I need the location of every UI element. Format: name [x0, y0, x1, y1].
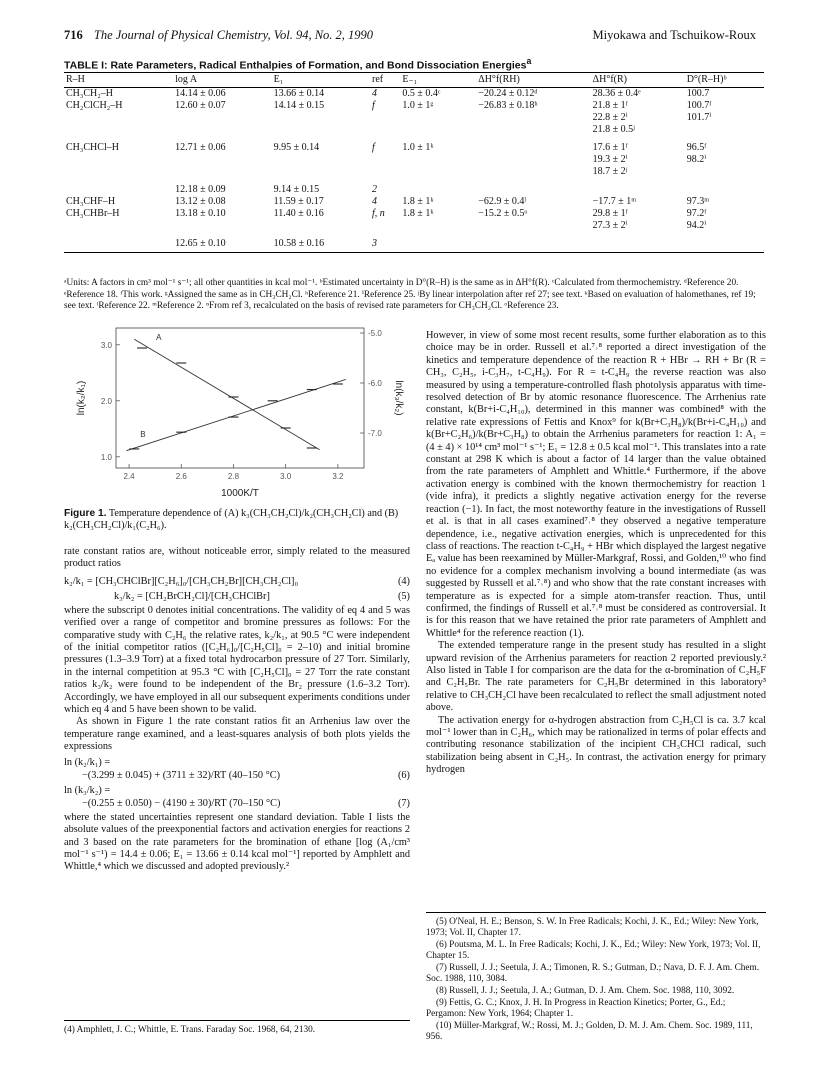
- equation-7: ln (k₃/k₂) = −(0.255 ± 0.050) − (4190 ± 30)/RT (70–150 °C) (7): [64, 784, 410, 809]
- plot-frame: [116, 328, 364, 468]
- footnote-4: (4) Amphlett, J. C.; Whittle, E. Trans. Faraday Soc. 1968, 64, 2130.: [64, 1020, 410, 1036]
- left-axis-label: ln(k₂/k₁): [76, 380, 87, 416]
- page-number: 716: [64, 28, 83, 42]
- table-cell: 12.65 ± 0.10: [173, 238, 271, 253]
- x-axis-label: 1000K/T: [221, 488, 259, 499]
- right-tick-label: -6.0: [368, 379, 382, 388]
- table-cell: 1.0 ± 1ᵏ: [402, 142, 434, 153]
- x-tick-label: 3.2: [332, 472, 344, 481]
- table-cell: 14.14 ± 0.06 12.60 ± 0.07: [175, 88, 226, 111]
- right-tick-label: -7.0: [368, 429, 382, 438]
- table-cell: 3: [370, 238, 400, 253]
- series-label-A: A: [156, 333, 162, 342]
- table-column-header: D°(R–H)ᵇ: [685, 73, 764, 88]
- authors: Miyokawa and Tschuikow-Roux: [592, 28, 756, 42]
- rate-table: [64, 72, 764, 253]
- figure-1-plot: [64, 322, 410, 500]
- paragraph: where the subscript 0 denotes initial concentrations. The validity of eq 4 and 5 was verified over a range of competitor and bromine pressures as follows: For the comparative study with C₂H₆ the relative rates, k₂/k₁, at 90.5 °C were independent of the initial competitor ratios ([C₂H₆]₀/[C₂H₅Cl]₀ = 2–10) and initial bromine pressures (1.3–3.9 Torr) at a fixed total hydrocarbon pressure of 27 Torr. Similarly, in the internal competition at 95.3 °C with [C₂H₅Cl]₀ = 27 Torr the rate constant ratios k₃/k₂ were found to be independent of the Br₂ pressure (1.6–3.2 Torr). Accordingly, we have employed in all our subsequent experiments conditions under which eq 4 and 5 have been shown to be valid.: [64, 604, 410, 716]
- paragraph: The activation energy for α-hydrogen abstraction from C₂H₅Cl is ca. 3.7 kcal mol⁻¹ lower than in C₂H₆, which may be rationalized in terms of polar effects and contributing resonance stabilization of the incipient CH₃CHCl radical, such stabilization being absent in C₂H₅. In contrast, the activation energy for primary hydrogen: [426, 714, 766, 776]
- fit-line-A: [134, 339, 319, 449]
- table-cell: CH₃CHCl–H: [66, 142, 119, 153]
- table-cell: 1.8 ± 1ᵏ 1.8 ± 1ᵏ: [402, 196, 434, 219]
- left-column: [64, 546, 410, 874]
- table-cell: CH₃CH₂–H CH₂ClCH₂–H: [66, 88, 123, 111]
- right-tick-label: -5.0: [368, 329, 382, 338]
- equation-6: ln (k₂/k₁) = −(3.299 ± 0.045) + (3711 ± 32)/RT (40–150 °C) (6): [64, 756, 410, 781]
- table-caption: TABLE I: Rate Parameters, Radical Enthalpies of Formation, and Bond Dissociation Energies$^a$: [64, 56, 532, 72]
- table-header-row: [64, 73, 764, 88]
- left-tick-label: 3.0: [100, 340, 112, 350]
- table-cell: 13.66 ± 0.14 14.14 ± 0.15: [273, 88, 325, 111]
- x-tick-label: 2.4: [123, 472, 135, 481]
- table-cell: [476, 238, 590, 253]
- table-cell: CH₃CHF–H CH₃CHBr–H: [66, 196, 120, 219]
- table-column-header: E₋₁: [400, 73, 476, 88]
- table-cell: 17.6 ± 1ᶠ 19.3 ± 2ⁱ 18.7 ± 2ʲ: [592, 142, 628, 177]
- table-column-header: E₁: [272, 73, 370, 88]
- x-tick-label: 3.0: [280, 472, 292, 481]
- table-column-header: log A: [173, 73, 271, 88]
- running-header: [64, 28, 756, 44]
- equation-4: k₂/k₁ = [CH₃CHClBr][C₂H₆]₀/[CH₃CH₂Br][CH₃CH₂Cl]₀ (4): [64, 575, 410, 587]
- footnote-5: (5) O'Neal, H. E.; Benson, S. W. In Free Radicals; Kochi, J. K., Ed.; Wiley: New York, 1973; Vol. II, Chapter 17.: [426, 917, 759, 938]
- x-tick-label: 2.6: [175, 472, 187, 481]
- footnote-7: (7) Russell, J. J.; Seetula, J. A.; Timonen, R. S.; Gutman, D.; Nava, D. F. J. Am. Chem. Soc. 1988, 110, 3084.: [426, 963, 760, 984]
- right-column: [426, 330, 766, 777]
- series-label-B: B: [140, 429, 146, 439]
- table-cell: f: [372, 142, 375, 153]
- table-cell: 100.7 100.7ᶠ 101.7ⁱ: [686, 88, 712, 123]
- footnotes-right: [426, 912, 766, 1044]
- paragraph: where the stated uncertainties represent one standard deviation. Table I lists the absolute values of the preexponential factors and activation energies for reactions 2 and 3 based on the rate parameters for the bromination of ethane [log (A₁/cm³ mol⁻¹ s⁻¹) = 14.4 ± 0.06; E₁ = 13.66 ± 0.14 kcal mol⁻¹] reported by Amphlett and Whittle,⁴ which we discussed and adopted previously.²: [64, 811, 410, 873]
- table-row: [64, 88, 764, 137]
- paragraph: However, in view of some most recent results, some further elaboration as to this choice may be in order. Russell et al.⁷˒⁸ reported a direct investigation of the kinetics and temperature dependence of the reaction R + HBr → RH + Br (R = CH₃, C₂H₅, i-C₃H₇, t-C₄H₉). For R = t-C₄H₉ the reverse reaction was also measured by using a temperature-controlled flash photolysis apparatus with time-resolved detection of Br by atomic resonance fluorescence. The Arrhenius rate constant, k(Br+i-C₄H₁₀), determined in this manner was combined⁸ with the relative rate expressions of Fettis and Knox⁹ for k(Br+C₃H₈)/k(Br+i-C₄H₁₀) and k(Br+C₂H₆)/k(Br+C₃H₈) to obtain the Arrhenius parameters for reaction 1: A₁ = (4 ± 4) × 10¹⁴ cm³ mol⁻¹ s⁻¹; E₁ = 12.8 ± 0.5 kcal mol⁻¹. This translates into a rate constant at 298 K which is about a factor of 14 larger than the value obtained from the rate parameters of Amphlett and Whittle.⁴ Furthermore, if the above activation energy is combined with the known thermochemistry for reaction 1 (vide infra), it predicts a slightly negative activation energy for the reverse reaction (−1). In fact, the most noteworthy feature in the investigations of Russell et al. is that in all cases examined⁷˒⁸ they observed a negative temperature dependence, i.e., negative activation energies, which is unprecedented for this class of reactions. The reaction t-C₄H₉ + HBr which displayed the largest negative Eₐ value has been reexamined by Müller-Markgraf, Rossi, and Golden,¹⁰ who find no evidence for a complex mechanism involving a bound intermediate (as was suggested by Russell et al.⁷˒⁸) and who show that the rate constant increases with temperature as is expected for a simple atom-transfer reaction. Thus, until confirmed, the findings of Russell et al.⁷˒⁸ must be considered as controversial. It is for this reason that we have retained the prior rate parameters of Amphlett and Whittle⁴ for the reference reaction (1).: [426, 330, 766, 639]
- x-tick-label: 2.8: [227, 472, 240, 481]
- table-column-header: R–H: [64, 73, 173, 88]
- table-footnote: ᵃUnits: A factors in cm³ mol⁻¹ s⁻¹; all other quantities in kcal mol⁻¹. ᵇEstimated uncertainty in D°(R–H) is the same as in ΔH°f(R). ᶜCalculated from thermochemistry. ᵈReference 20. ᵉReference 18. ᶠThis work. ᵍAssigned the same as in CH₃CH₂Cl. ʰReference 21. ⁱReference 25. ʲBy linear interpolation after ref 27; see text. ᵏBased on evaluation of halomethanes, ref 19; see text. ˡReference 22. ᵐReference 2. ⁿFrom ref 3, recalculated on the basis of revised rate parameters for CH₃CH₂Cl. ᵒReference 23.: [64, 278, 756, 311]
- table-cell: [476, 142, 590, 178]
- table-cell: 97.3ᵐ 97.2ᶠ 94.2ⁱ: [686, 196, 710, 231]
- table-cell: 9.95 ± 0.14: [273, 142, 320, 153]
- table-row: [64, 184, 764, 232]
- table-row: [64, 142, 764, 178]
- left-tick-label: 2.0: [100, 396, 112, 406]
- table-column-header: ΔH°f(RH): [476, 73, 590, 88]
- table-row: [64, 238, 764, 253]
- table-cell: [64, 238, 173, 253]
- table-cell: 28.36 ± 0.4ᵉ 21.8 ± 1ᶠ 22.8 ± 2ⁱ 21.8 ± 0.5ʲ: [592, 88, 641, 135]
- table-cell: [685, 238, 764, 253]
- table-cell: −20.24 ± 0.12ᵈ −26.83 ± 0.18ʰ: [478, 88, 538, 111]
- figure-caption: Figure 1. Temperature dependence of (A) k₃(CH₃CH₂Cl)/k₂(CH₃CH₂Cl) and (B) k₂(CH₃CH₂Cl)/k₁(C₂H₆).: [64, 508, 399, 531]
- paragraph: The extended temperature range in the present study has resulted in a slight upward revision of the Arrhenius parameters for reaction 2 reported previously.² Also listed in Table I for comparison are the data for the α-bromination of C₂H₅F and C₂H₅Br. The rate parameters for C₂H₅Br determined in this laboratory³ relative to CH₃CH₂Cl have been recalculated to reflect the small adjustment noted above.: [426, 640, 766, 714]
- right-axis-label: ln(k₃/k₂): [393, 380, 404, 416]
- table-cell: −62.9 ± 0.4ˡ −15.2 ± 0.5ᵒ: [478, 196, 528, 219]
- table-column-header: ΔH°f(R): [591, 73, 685, 88]
- table-cell: 12.71 ± 0.06: [175, 142, 226, 153]
- table-column-header: ref: [370, 73, 400, 88]
- paragraph: As shown in Figure 1 the rate constant ratios fit an Arrhenius law over the temperature range examined, and a least-squares analysis of both plots yields the expressions: [64, 716, 410, 753]
- table-cell: 0.5 ± 0.4ᶜ 1.0 ± 1ᵍ: [402, 88, 441, 111]
- table-cell: 12.18 ± 0.09 13.12 ± 0.08 13.18 ± 0.10: [175, 184, 226, 219]
- footnote-10: (10) Müller-Markgraf, W.; Rossi, M. J.; Golden, D. M. J. Am. Chem. Soc. 1989, 111, 956.: [426, 1021, 753, 1042]
- footnote-9: (9) Fettis, G. C.; Knox, J. H. In Progress in Reaction Kinetics; Porter, G., Ed.; Pergamon: New York, 1964; Chapter 1.: [426, 998, 726, 1019]
- equation-5: k₃/k₂ = [CH₂BrCH₂Cl]/[CH₃CHClBr] (5): [114, 590, 410, 602]
- table-cell: 4 f: [372, 88, 378, 111]
- table-cell: 2 4 f, n: [372, 184, 385, 219]
- table-cell: 10.58 ± 0.16: [272, 238, 370, 253]
- table-cell: [591, 238, 685, 253]
- table-cell: 96.5ᶠ 98.2ⁱ: [686, 142, 707, 165]
- table-cell: −17.7 ± 1ᵐ 29.8 ± 1ᶠ 27.3 ± 2ⁱ: [592, 196, 637, 231]
- paragraph: rate constant ratios are, without noticeable error, simply related to the measured product ratios: [64, 546, 410, 570]
- journal-name: The Journal of Physical Chemistry, Vol. 94, No. 2, 1990: [93, 28, 374, 42]
- footnote-8: (8) Russell, J. J.; Seetula, J. A.; Gutman, D. J. Am. Chem. Soc. 1988, 110, 3092.: [436, 986, 735, 996]
- table-cell: [400, 238, 476, 253]
- table-cell: 9.14 ± 0.15 11.59 ± 0.17 11.40 ± 0.16: [273, 184, 324, 219]
- left-tick-label: 1.0: [100, 452, 112, 462]
- footnote-6: (6) Poutsma, M. L. In Free Radicals; Kochi, J. K., Ed.; Wiley: New York, 1973; Vol. II, Chapter 15.: [426, 940, 761, 961]
